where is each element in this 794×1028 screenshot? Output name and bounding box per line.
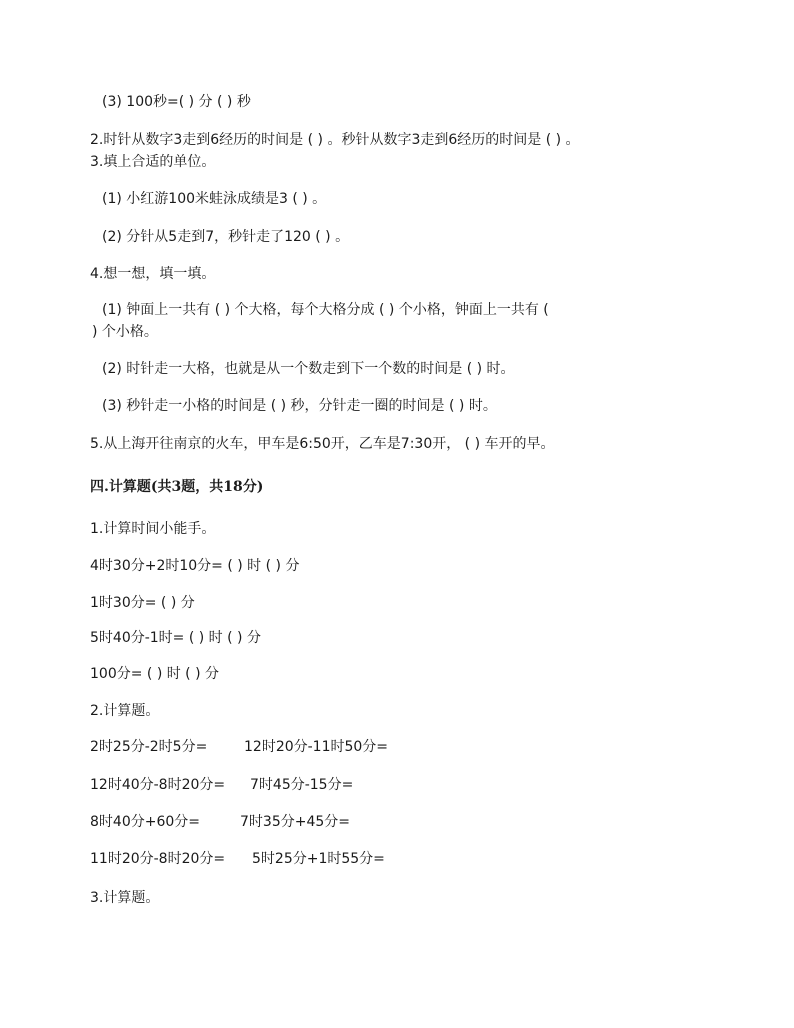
- question-3-4-3: (3) 秒针走一小格的时间是 ( ) 秒，分针走一圈的时间是 ( ) 时。: [102, 398, 497, 414]
- question-4-1: 1.计算时间小能手。: [90, 521, 216, 537]
- calc-right: 7时35分+45分=: [240, 814, 350, 830]
- calc-left: 2时25分-2时5分=: [90, 739, 208, 755]
- question-3-3-2: (2) 分针从5走到7，秒针走了120 ( ) 。: [102, 229, 350, 245]
- question-3-4-1a: (1) 钟面上一共有 ( ) 个大格，每个大格分成 ( ) 个小格，钟面上一共有 (: [102, 302, 549, 318]
- question-3-1-3: (3) 100秒=( ) 分 ( ) 秒: [102, 94, 251, 110]
- calc-left: 8时40分+60分=: [90, 814, 200, 830]
- question-3-4-1b: ) 个小格。: [92, 324, 158, 340]
- calc-right: 5时25分+1时55分=: [252, 851, 385, 867]
- calc-left: 12时40分-8时20分=: [90, 777, 226, 793]
- question-3-5: 5.从上海开往南京的火车，甲车是6:50开，乙车是7:30开， ( ) 车开的早。: [90, 436, 555, 452]
- question-3-3-1: (1) 小红游100米蛙泳成绩是3 ( ) 。: [102, 191, 327, 207]
- calc-left: 11时20分-8时20分=: [90, 851, 226, 867]
- calc-right: 12时20分-11时50分=: [244, 739, 389, 755]
- calc-line: 100分= ( ) 时 ( ) 分: [90, 666, 220, 682]
- question-3-4-2: (2) 时针走一大格，也就是从一个数走到下一个数的时间是 ( ) 时。: [102, 361, 515, 377]
- calc-line: 1时30分= ( ) 分: [90, 595, 195, 611]
- calc-line: 4时30分+2时10分= ( ) 时 ( ) 分: [90, 558, 300, 574]
- question-3-3: 3.填上合适的单位。: [90, 154, 216, 170]
- question-3-4: 4.想一想，填一填。: [90, 266, 216, 282]
- calc-right: 7时45分-15分=: [250, 777, 354, 793]
- calc-line: 5时40分-1时= ( ) 时 ( ) 分: [90, 630, 261, 646]
- question-4-3: 3.计算题。: [90, 890, 160, 906]
- question-4-2: 2.计算题。: [90, 703, 160, 719]
- question-3-2: 2.时针从数字3走到6经历的时间是 ( ) 。秒针从数字3走到6经历的时间是 ( ) 。: [90, 132, 580, 148]
- section-heading-4: 四.计算题(共3题，共18分): [90, 479, 264, 495]
